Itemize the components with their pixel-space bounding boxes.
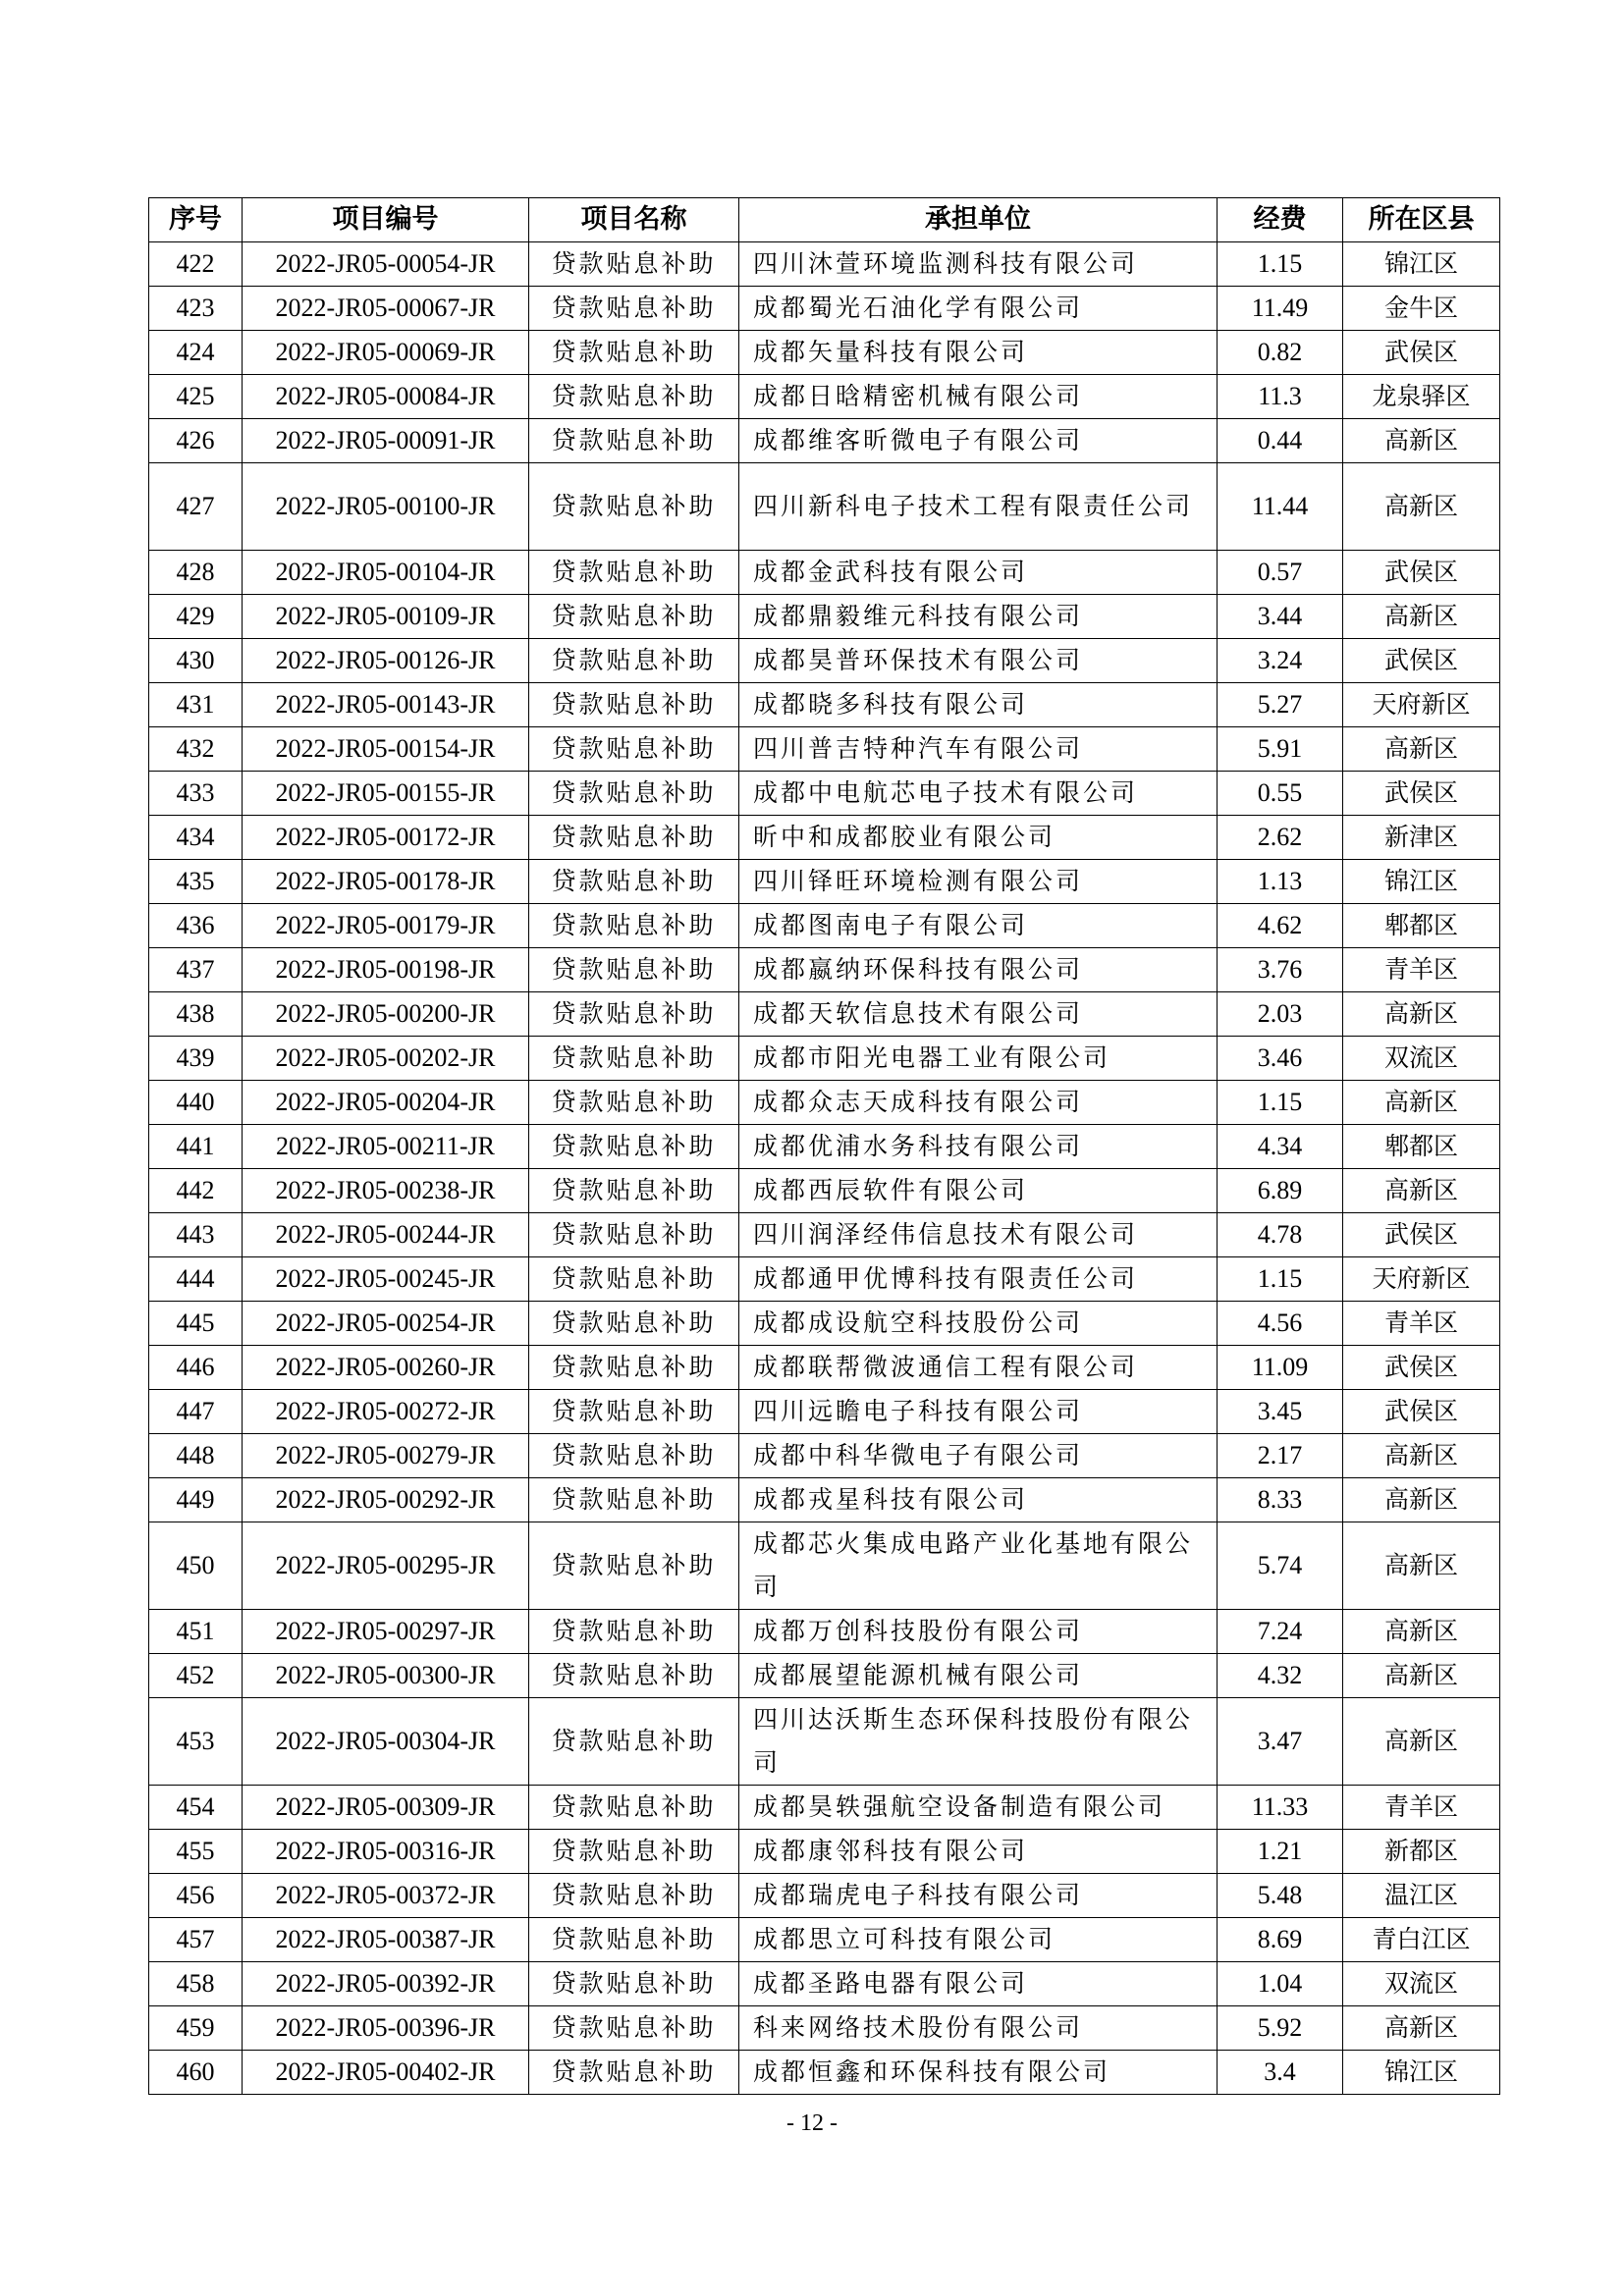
cell-organization: 四川沐萱环境监测科技有限公司 bbox=[739, 242, 1218, 287]
cell-organization: 昕中和成都胶业有限公司 bbox=[739, 816, 1218, 860]
cell-funding: 1.13 bbox=[1218, 860, 1343, 904]
table-row bbox=[149, 595, 1500, 639]
cell-index: 442 bbox=[149, 1169, 243, 1213]
table-row bbox=[149, 1654, 1500, 1698]
cell-funding: 8.33 bbox=[1218, 1478, 1343, 1522]
cell-project-code: 2022-JR05-00402-JR bbox=[243, 2051, 529, 2095]
cell-organization: 四川普吉特种汽车有限公司 bbox=[739, 727, 1218, 772]
cell-organization: 四川新科电子技术工程有限责任公司 bbox=[739, 463, 1218, 551]
cell-project-name: 贷款贴息补助 bbox=[529, 772, 739, 816]
cell-funding: 8.69 bbox=[1218, 1918, 1343, 1962]
cell-project-name: 贷款贴息补助 bbox=[529, 242, 739, 287]
cell-funding: 1.15 bbox=[1218, 1257, 1343, 1302]
cell-district: 温江区 bbox=[1343, 1874, 1500, 1918]
cell-index: 431 bbox=[149, 683, 243, 727]
cell-district: 武侯区 bbox=[1343, 551, 1500, 595]
cell-project-code: 2022-JR05-00244-JR bbox=[243, 1213, 529, 1257]
cell-project-name: 贷款贴息补助 bbox=[529, 1390, 739, 1434]
table-row bbox=[149, 1610, 1500, 1654]
cell-funding: 7.24 bbox=[1218, 1610, 1343, 1654]
table-row bbox=[149, 1786, 1500, 1830]
cell-district: 新都区 bbox=[1343, 1830, 1500, 1874]
cell-organization: 四川润泽经伟信息技术有限公司 bbox=[739, 1213, 1218, 1257]
cell-project-code: 2022-JR05-00091-JR bbox=[243, 419, 529, 463]
cell-project-code: 2022-JR05-00396-JR bbox=[243, 2006, 529, 2051]
cell-project-code: 2022-JR05-00392-JR bbox=[243, 1962, 529, 2006]
cell-project-code: 2022-JR05-00198-JR bbox=[243, 948, 529, 992]
cell-index: 425 bbox=[149, 375, 243, 419]
cell-index: 454 bbox=[149, 1786, 243, 1830]
cell-district: 高新区 bbox=[1343, 1434, 1500, 1478]
cell-project-name: 贷款贴息补助 bbox=[529, 1874, 739, 1918]
cell-funding: 2.17 bbox=[1218, 1434, 1343, 1478]
cell-district: 新津区 bbox=[1343, 816, 1500, 860]
cell-project-name: 贷款贴息补助 bbox=[529, 1169, 739, 1213]
cell-project-name: 贷款贴息补助 bbox=[529, 1786, 739, 1830]
cell-project-name: 贷款贴息补助 bbox=[529, 287, 739, 331]
cell-index: 453 bbox=[149, 1698, 243, 1786]
cell-project-name: 贷款贴息补助 bbox=[529, 683, 739, 727]
table-row bbox=[149, 2006, 1500, 2051]
cell-project-code: 2022-JR05-00204-JR bbox=[243, 1081, 529, 1125]
cell-organization: 成都通甲优博科技有限责任公司 bbox=[739, 1257, 1218, 1302]
cell-index: 430 bbox=[149, 639, 243, 683]
cell-funding: 5.91 bbox=[1218, 727, 1343, 772]
cell-index: 449 bbox=[149, 1478, 243, 1522]
cell-index: 458 bbox=[149, 1962, 243, 2006]
cell-organization: 成都优浦水务科技有限公司 bbox=[739, 1125, 1218, 1169]
cell-funding: 3.47 bbox=[1218, 1698, 1343, 1786]
cell-index: 433 bbox=[149, 772, 243, 816]
cell-district: 武侯区 bbox=[1343, 639, 1500, 683]
cell-project-code: 2022-JR05-00254-JR bbox=[243, 1302, 529, 1346]
cell-organization: 成都昊普环保技术有限公司 bbox=[739, 639, 1218, 683]
cell-district: 高新区 bbox=[1343, 727, 1500, 772]
cell-funding: 3.76 bbox=[1218, 948, 1343, 992]
cell-funding: 4.62 bbox=[1218, 904, 1343, 948]
cell-funding: 4.78 bbox=[1218, 1213, 1343, 1257]
cell-district: 郫都区 bbox=[1343, 1125, 1500, 1169]
cell-funding: 4.34 bbox=[1218, 1125, 1343, 1169]
cell-organization: 成都维客昕微电子有限公司 bbox=[739, 419, 1218, 463]
cell-project-name: 贷款贴息补助 bbox=[529, 1698, 739, 1786]
cell-index: 456 bbox=[149, 1874, 243, 1918]
cell-index: 428 bbox=[149, 551, 243, 595]
cell-district: 青羊区 bbox=[1343, 1302, 1500, 1346]
table-row bbox=[149, 816, 1500, 860]
table-row bbox=[149, 331, 1500, 375]
cell-organization: 成都恒鑫和环保科技有限公司 bbox=[739, 2051, 1218, 2095]
cell-district: 郫都区 bbox=[1343, 904, 1500, 948]
page-number: - 12 - bbox=[786, 2110, 838, 2136]
table-row bbox=[149, 1434, 1500, 1478]
cell-project-code: 2022-JR05-00172-JR bbox=[243, 816, 529, 860]
cell-funding: 11.09 bbox=[1218, 1346, 1343, 1390]
cell-funding: 3.45 bbox=[1218, 1390, 1343, 1434]
cell-project-name: 贷款贴息补助 bbox=[529, 860, 739, 904]
cell-district: 高新区 bbox=[1343, 1698, 1500, 1786]
cell-funding: 3.24 bbox=[1218, 639, 1343, 683]
table-row bbox=[149, 1213, 1500, 1257]
cell-project-code: 2022-JR05-00179-JR bbox=[243, 904, 529, 948]
cell-funding: 6.89 bbox=[1218, 1169, 1343, 1213]
cell-organization: 成都鼎毅维元科技有限公司 bbox=[739, 595, 1218, 639]
cell-organization: 成都蜀光石油化学有限公司 bbox=[739, 287, 1218, 331]
cell-organization: 成都万创科技股份有限公司 bbox=[739, 1610, 1218, 1654]
cell-district: 武侯区 bbox=[1343, 1390, 1500, 1434]
cell-project-code: 2022-JR05-00200-JR bbox=[243, 992, 529, 1037]
cell-index: 460 bbox=[149, 2051, 243, 2095]
cell-organization: 成都金武科技有限公司 bbox=[739, 551, 1218, 595]
table-row bbox=[149, 287, 1500, 331]
cell-index: 444 bbox=[149, 1257, 243, 1302]
cell-funding: 11.3 bbox=[1218, 375, 1343, 419]
cell-district: 高新区 bbox=[1343, 1522, 1500, 1610]
cell-project-code: 2022-JR05-00292-JR bbox=[243, 1478, 529, 1522]
cell-funding: 0.44 bbox=[1218, 419, 1343, 463]
table-row bbox=[149, 1478, 1500, 1522]
cell-organization: 成都戎星科技有限公司 bbox=[739, 1478, 1218, 1522]
cell-project-code: 2022-JR05-00297-JR bbox=[243, 1610, 529, 1654]
cell-project-name: 贷款贴息补助 bbox=[529, 1522, 739, 1610]
cell-funding: 1.15 bbox=[1218, 242, 1343, 287]
cell-index: 455 bbox=[149, 1830, 243, 1874]
table-row bbox=[149, 375, 1500, 419]
cell-index: 427 bbox=[149, 463, 243, 551]
cell-project-code: 2022-JR05-00279-JR bbox=[243, 1434, 529, 1478]
cell-funding: 3.4 bbox=[1218, 2051, 1343, 2095]
table-row bbox=[149, 242, 1500, 287]
table-row bbox=[149, 683, 1500, 727]
cell-organization: 成都中电航芯电子技术有限公司 bbox=[739, 772, 1218, 816]
cell-project-name: 贷款贴息补助 bbox=[529, 1037, 739, 1081]
cell-organization: 成都市阳光电器工业有限公司 bbox=[739, 1037, 1218, 1081]
cell-funding: 1.21 bbox=[1218, 1830, 1343, 1874]
cell-index: 426 bbox=[149, 419, 243, 463]
table-row bbox=[149, 1522, 1500, 1610]
cell-project-name: 贷款贴息补助 bbox=[529, 639, 739, 683]
cell-project-name: 贷款贴息补助 bbox=[529, 1830, 739, 1874]
cell-index: 432 bbox=[149, 727, 243, 772]
table-row bbox=[149, 1962, 1500, 2006]
cell-district: 双流区 bbox=[1343, 1962, 1500, 2006]
cell-project-name: 贷款贴息补助 bbox=[529, 1654, 739, 1698]
cell-project-name: 贷款贴息补助 bbox=[529, 551, 739, 595]
cell-organization: 四川达沃斯生态环保科技股份有限公司 bbox=[739, 1698, 1218, 1786]
cell-index: 451 bbox=[149, 1610, 243, 1654]
cell-index: 450 bbox=[149, 1522, 243, 1610]
cell-funding: 3.44 bbox=[1218, 595, 1343, 639]
cell-organization: 成都成设航空科技股份公司 bbox=[739, 1302, 1218, 1346]
cell-funding: 0.55 bbox=[1218, 772, 1343, 816]
table-row bbox=[149, 948, 1500, 992]
cell-district: 金牛区 bbox=[1343, 287, 1500, 331]
header-index: 序号 bbox=[149, 198, 243, 242]
cell-project-name: 贷款贴息补助 bbox=[529, 727, 739, 772]
cell-index: 422 bbox=[149, 242, 243, 287]
cell-organization: 成都圣路电器有限公司 bbox=[739, 1962, 1218, 2006]
cell-project-code: 2022-JR05-00084-JR bbox=[243, 375, 529, 419]
table-row bbox=[149, 1257, 1500, 1302]
cell-project-code: 2022-JR05-00309-JR bbox=[243, 1786, 529, 1830]
cell-funding: 2.62 bbox=[1218, 816, 1343, 860]
project-table bbox=[148, 197, 1500, 2095]
table-row bbox=[149, 1918, 1500, 1962]
cell-funding: 3.46 bbox=[1218, 1037, 1343, 1081]
cell-project-name: 贷款贴息补助 bbox=[529, 1081, 739, 1125]
cell-district: 高新区 bbox=[1343, 1654, 1500, 1698]
cell-organization: 科来网络技术股份有限公司 bbox=[739, 2006, 1218, 2051]
cell-organization: 成都芯火集成电路产业化基地有限公司 bbox=[739, 1522, 1218, 1610]
table-body bbox=[149, 242, 1500, 2095]
table-row bbox=[149, 992, 1500, 1037]
cell-funding: 4.32 bbox=[1218, 1654, 1343, 1698]
cell-index: 452 bbox=[149, 1654, 243, 1698]
cell-project-code: 2022-JR05-00104-JR bbox=[243, 551, 529, 595]
table-row bbox=[149, 1830, 1500, 1874]
cell-funding: 11.49 bbox=[1218, 287, 1343, 331]
table-row bbox=[149, 463, 1500, 551]
cell-project-code: 2022-JR05-00300-JR bbox=[243, 1654, 529, 1698]
cell-organization: 成都日晗精密机械有限公司 bbox=[739, 375, 1218, 419]
table-row bbox=[149, 772, 1500, 816]
cell-project-name: 贷款贴息补助 bbox=[529, 2051, 739, 2095]
cell-district: 天府新区 bbox=[1343, 1257, 1500, 1302]
table-row bbox=[149, 1037, 1500, 1081]
cell-index: 436 bbox=[149, 904, 243, 948]
cell-organization: 成都中科华微电子有限公司 bbox=[739, 1434, 1218, 1478]
table-row bbox=[149, 551, 1500, 595]
cell-organization: 成都西辰软件有限公司 bbox=[739, 1169, 1218, 1213]
table-row bbox=[149, 1081, 1500, 1125]
table-row bbox=[149, 639, 1500, 683]
table-row bbox=[149, 727, 1500, 772]
cell-district: 青白江区 bbox=[1343, 1918, 1500, 1962]
cell-project-code: 2022-JR05-00372-JR bbox=[243, 1874, 529, 1918]
table-row bbox=[149, 2051, 1500, 2095]
cell-project-code: 2022-JR05-00202-JR bbox=[243, 1037, 529, 1081]
cell-index: 434 bbox=[149, 816, 243, 860]
cell-district: 高新区 bbox=[1343, 463, 1500, 551]
cell-organization: 成都嬴纳环保科技有限公司 bbox=[739, 948, 1218, 992]
cell-index: 459 bbox=[149, 2006, 243, 2051]
cell-funding: 0.82 bbox=[1218, 331, 1343, 375]
cell-index: 443 bbox=[149, 1213, 243, 1257]
cell-index: 441 bbox=[149, 1125, 243, 1169]
cell-project-name: 贷款贴息补助 bbox=[529, 1257, 739, 1302]
cell-district: 锦江区 bbox=[1343, 2051, 1500, 2095]
cell-district: 青羊区 bbox=[1343, 948, 1500, 992]
cell-project-code: 2022-JR05-00178-JR bbox=[243, 860, 529, 904]
table-row bbox=[149, 1874, 1500, 1918]
cell-district: 武侯区 bbox=[1343, 772, 1500, 816]
cell-project-name: 贷款贴息补助 bbox=[529, 1302, 739, 1346]
table-row bbox=[149, 1169, 1500, 1213]
table-row bbox=[149, 904, 1500, 948]
cell-project-name: 贷款贴息补助 bbox=[529, 1918, 739, 1962]
cell-district: 高新区 bbox=[1343, 1478, 1500, 1522]
cell-index: 423 bbox=[149, 287, 243, 331]
cell-project-code: 2022-JR05-00295-JR bbox=[243, 1522, 529, 1610]
cell-index: 424 bbox=[149, 331, 243, 375]
cell-district: 武侯区 bbox=[1343, 1346, 1500, 1390]
cell-project-name: 贷款贴息补助 bbox=[529, 595, 739, 639]
cell-funding: 1.04 bbox=[1218, 1962, 1343, 2006]
cell-project-name: 贷款贴息补助 bbox=[529, 419, 739, 463]
cell-project-code: 2022-JR05-00272-JR bbox=[243, 1390, 529, 1434]
cell-project-name: 贷款贴息补助 bbox=[529, 1434, 739, 1478]
cell-project-name: 贷款贴息补助 bbox=[529, 816, 739, 860]
cell-index: 438 bbox=[149, 992, 243, 1037]
table-row bbox=[149, 860, 1500, 904]
cell-project-name: 贷款贴息补助 bbox=[529, 331, 739, 375]
cell-project-name: 贷款贴息补助 bbox=[529, 1962, 739, 2006]
cell-index: 435 bbox=[149, 860, 243, 904]
cell-funding: 5.27 bbox=[1218, 683, 1343, 727]
cell-project-name: 贷款贴息补助 bbox=[529, 1610, 739, 1654]
cell-index: 437 bbox=[149, 948, 243, 992]
cell-project-code: 2022-JR05-00069-JR bbox=[243, 331, 529, 375]
cell-organization: 成都天软信息技术有限公司 bbox=[739, 992, 1218, 1037]
cell-funding: 11.44 bbox=[1218, 463, 1343, 551]
cell-district: 高新区 bbox=[1343, 419, 1500, 463]
cell-project-code: 2022-JR05-00304-JR bbox=[243, 1698, 529, 1786]
cell-district: 武侯区 bbox=[1343, 331, 1500, 375]
cell-project-name: 贷款贴息补助 bbox=[529, 1478, 739, 1522]
cell-district: 双流区 bbox=[1343, 1037, 1500, 1081]
cell-index: 439 bbox=[149, 1037, 243, 1081]
cell-organization: 成都矢量科技有限公司 bbox=[739, 331, 1218, 375]
cell-project-code: 2022-JR05-00387-JR bbox=[243, 1918, 529, 1962]
cell-funding: 4.56 bbox=[1218, 1302, 1343, 1346]
cell-funding: 0.57 bbox=[1218, 551, 1343, 595]
cell-project-code: 2022-JR05-00154-JR bbox=[243, 727, 529, 772]
cell-organization: 四川铎旺环境检测有限公司 bbox=[739, 860, 1218, 904]
cell-organization: 成都展望能源机械有限公司 bbox=[739, 1654, 1218, 1698]
cell-project-code: 2022-JR05-00245-JR bbox=[243, 1257, 529, 1302]
cell-organization: 四川远瞻电子科技有限公司 bbox=[739, 1390, 1218, 1434]
cell-funding: 11.33 bbox=[1218, 1786, 1343, 1830]
cell-district: 高新区 bbox=[1343, 1081, 1500, 1125]
table-header-row bbox=[149, 198, 1500, 242]
cell-project-code: 2022-JR05-00143-JR bbox=[243, 683, 529, 727]
cell-project-code: 2022-JR05-00155-JR bbox=[243, 772, 529, 816]
cell-project-name: 贷款贴息补助 bbox=[529, 904, 739, 948]
cell-organization: 成都思立可科技有限公司 bbox=[739, 1918, 1218, 1962]
cell-district: 天府新区 bbox=[1343, 683, 1500, 727]
cell-project-name: 贷款贴息补助 bbox=[529, 2006, 739, 2051]
header-project-name: 项目名称 bbox=[529, 198, 739, 242]
cell-district: 锦江区 bbox=[1343, 242, 1500, 287]
cell-project-code: 2022-JR05-00126-JR bbox=[243, 639, 529, 683]
table-row bbox=[149, 1346, 1500, 1390]
table-row bbox=[149, 1125, 1500, 1169]
cell-funding: 5.74 bbox=[1218, 1522, 1343, 1610]
cell-organization: 成都晓多科技有限公司 bbox=[739, 683, 1218, 727]
cell-district: 高新区 bbox=[1343, 1610, 1500, 1654]
cell-project-code: 2022-JR05-00100-JR bbox=[243, 463, 529, 551]
cell-project-name: 贷款贴息补助 bbox=[529, 948, 739, 992]
cell-project-name: 贷款贴息补助 bbox=[529, 375, 739, 419]
cell-district: 高新区 bbox=[1343, 992, 1500, 1037]
cell-project-code: 2022-JR05-00211-JR bbox=[243, 1125, 529, 1169]
cell-index: 429 bbox=[149, 595, 243, 639]
table-row bbox=[149, 419, 1500, 463]
cell-project-code: 2022-JR05-00260-JR bbox=[243, 1346, 529, 1390]
cell-organization: 成都瑞虎电子科技有限公司 bbox=[739, 1874, 1218, 1918]
cell-district: 龙泉驿区 bbox=[1343, 375, 1500, 419]
cell-funding: 5.48 bbox=[1218, 1874, 1343, 1918]
header-funding: 经费 bbox=[1218, 198, 1343, 242]
cell-project-code: 2022-JR05-00054-JR bbox=[243, 242, 529, 287]
table-row bbox=[149, 1390, 1500, 1434]
cell-index: 446 bbox=[149, 1346, 243, 1390]
cell-project-name: 贷款贴息补助 bbox=[529, 1346, 739, 1390]
cell-organization: 成都联帮微波通信工程有限公司 bbox=[739, 1346, 1218, 1390]
cell-project-name: 贷款贴息补助 bbox=[529, 1125, 739, 1169]
cell-organization: 成都众志天成科技有限公司 bbox=[739, 1081, 1218, 1125]
cell-index: 445 bbox=[149, 1302, 243, 1346]
cell-organization: 成都康邻科技有限公司 bbox=[739, 1830, 1218, 1874]
cell-project-name: 贷款贴息补助 bbox=[529, 463, 739, 551]
cell-district: 高新区 bbox=[1343, 595, 1500, 639]
cell-funding: 5.92 bbox=[1218, 2006, 1343, 2051]
cell-district: 武侯区 bbox=[1343, 1213, 1500, 1257]
table-row bbox=[149, 1302, 1500, 1346]
cell-project-name: 贷款贴息补助 bbox=[529, 992, 739, 1037]
cell-index: 448 bbox=[149, 1434, 243, 1478]
cell-project-code: 2022-JR05-00316-JR bbox=[243, 1830, 529, 1874]
cell-project-name: 贷款贴息补助 bbox=[529, 1213, 739, 1257]
cell-organization: 成都昊轶强航空设备制造有限公司 bbox=[739, 1786, 1218, 1830]
cell-index: 447 bbox=[149, 1390, 243, 1434]
header-organization: 承担单位 bbox=[739, 198, 1218, 242]
cell-project-code: 2022-JR05-00067-JR bbox=[243, 287, 529, 331]
cell-district: 高新区 bbox=[1343, 2006, 1500, 2051]
cell-project-code: 2022-JR05-00238-JR bbox=[243, 1169, 529, 1213]
cell-index: 457 bbox=[149, 1918, 243, 1962]
cell-funding: 2.03 bbox=[1218, 992, 1343, 1037]
header-project-code: 项目编号 bbox=[243, 198, 529, 242]
header-district: 所在区县 bbox=[1343, 198, 1500, 242]
cell-organization: 成都图南电子有限公司 bbox=[739, 904, 1218, 948]
cell-index: 440 bbox=[149, 1081, 243, 1125]
cell-district: 锦江区 bbox=[1343, 860, 1500, 904]
cell-funding: 1.15 bbox=[1218, 1081, 1343, 1125]
table-row bbox=[149, 1698, 1500, 1786]
cell-district: 高新区 bbox=[1343, 1169, 1500, 1213]
cell-district: 青羊区 bbox=[1343, 1786, 1500, 1830]
cell-project-code: 2022-JR05-00109-JR bbox=[243, 595, 529, 639]
